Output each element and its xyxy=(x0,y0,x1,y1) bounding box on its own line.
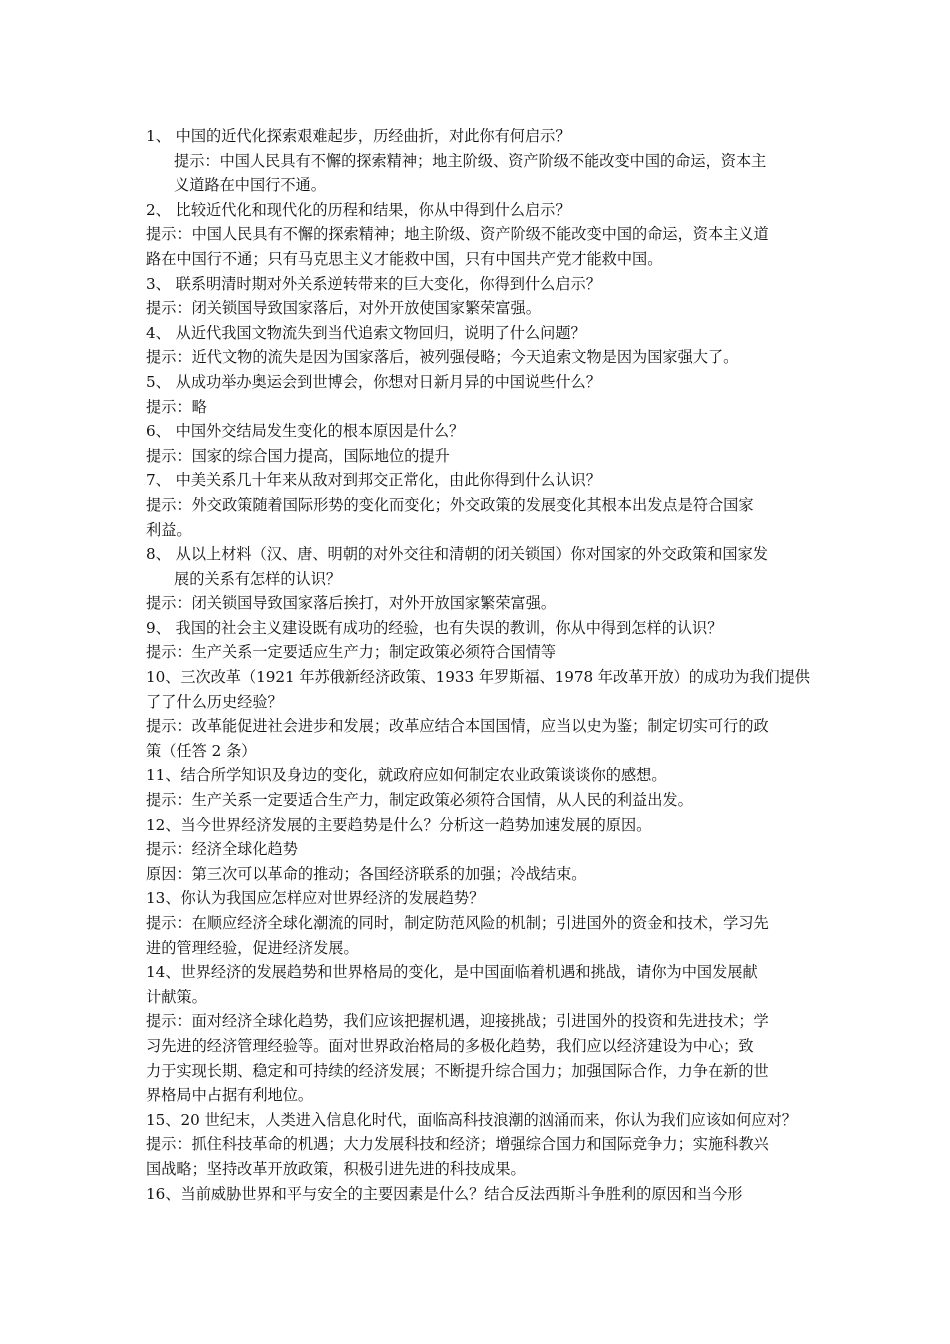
question-16: 16、当前威胁世界和平与安全的主要因素是什么？结合反法西斯斗争胜利的原因和当今形 xyxy=(146,1184,743,1203)
question-15: 15、20 世纪末，人类进入信息化时代，面临高科技浪潮的汹涌而来，你认为我们应该如何应对？ xyxy=(146,1110,797,1129)
question-14-cont: 计献策。 xyxy=(146,987,207,1006)
answer-2-line-2: 路在中国行不通；只有马克思主义才能救中国，只有中国共产党才能救中国。 xyxy=(146,249,663,268)
question-8: 8、 从以上材料（汉、唐、明朝的对外交往和清朝的闭关锁国）你对国家的外交政策和国家发 xyxy=(146,545,768,564)
question-9: 9、 我国的社会主义建设既有成功的经验，也有失误的教训，你从中得到怎样的认识？ xyxy=(146,618,723,637)
answer-4: 提示：近代文物的流失是因为国家落后，被列强侵略；今天追索文物是因为国家强大了。 xyxy=(146,348,739,367)
question-8-cont: 展的关系有怎样的认识？ xyxy=(174,569,342,588)
answer-12-line-2: 原因：第三次可以革命的推动；各国经济联系的加强；冷战结束。 xyxy=(146,864,587,883)
answer-14-line-1: 提示：面对经济全球化趋势，我们应该把握机遇，迎接挑战；引进国外的投资和先进技术；学 xyxy=(146,1012,769,1031)
answer-9: 提示：生产关系一定要适应生产力；制定政策必须符合国情等 xyxy=(146,643,557,662)
question-5: 5、 从成功举办奥运会到世博会，你想对日新月异的中国说些什么？ xyxy=(146,372,601,391)
answer-15-line-1: 提示：抓住科技革命的机遇；大力发展科技和经济；增强综合国力和国际竞争力；实施科教兴 xyxy=(146,1135,769,1154)
answer-3: 提示：闭关锁国导致国家落后，对外开放使国家繁荣富强。 xyxy=(146,299,541,318)
answer-10-line-1: 提示：改革能促进社会进步和发展；改革应结合本国国情，应当以史为鉴；制定切实可行的政 xyxy=(146,717,769,736)
answer-10-line-2: 策（任答 2 条） xyxy=(146,741,257,760)
question-10-cont: 了了什么历史经验？ xyxy=(146,692,283,711)
question-6: 6、 中国外交结局发生变化的根本原因是什么？ xyxy=(146,422,465,441)
answer-7-line-1: 提示：外交政策随着国际形势的变化而变化；外交政策的发展变化其根本出发点是符合国家 xyxy=(146,495,754,514)
question-10: 10、三次改革（1921 年苏俄新经济政策、1933 年罗斯福、1978 年改革开放）的成功为我们提供 xyxy=(146,668,810,687)
answer-13-line-2: 进的管理经验，促进经济发展。 xyxy=(146,938,359,957)
answer-8: 提示：闭关锁国导致国家落后挨打，对外开放国家繁荣富强。 xyxy=(146,594,557,613)
answer-15-line-2: 国战略；坚持改革开放政策，积极引进先进的科技成果。 xyxy=(146,1159,526,1178)
qa-list xyxy=(146,124,810,1206)
question-3: 3、 联系明清时期对外关系逆转带来的巨大变化，你得到什么启示？ xyxy=(146,274,601,293)
question-13: 13、你认为我国应怎样应对世界经济的发展趋势？ xyxy=(146,889,485,908)
answer-1-line-1: 提示：中国人民具有不懈的探索精神；地主阶级、资产阶级不能改变中国的命运，资本主 xyxy=(174,151,767,170)
question-4: 4、 从近代我国文物流失到当代追索文物回归，说明了什么问题？ xyxy=(146,323,586,342)
answer-14-line-3: 力于实现长期、稳定和可持续的经济发展；不断提升综合国力；加强国际合作，力争在新的世 xyxy=(146,1061,769,1080)
answer-11: 提示：生产关系一定要适合生产力，制定政策必须符合国情，从人民的利益出发。 xyxy=(146,791,693,810)
question-12: 12、当今世界经济发展的主要趋势是什么？分析这一趋势加速发展的原因。 xyxy=(146,815,652,834)
question-11: 11、结合所学知识及身边的变化，就政府应如何制定农业政策谈谈你的感想。 xyxy=(146,766,667,785)
answer-14-line-4: 界格局中占据有利地位。 xyxy=(146,1086,314,1105)
question-7: 7、 中美关系几十年来从敌对到邦交正常化，由此你得到什么认识？ xyxy=(146,471,601,490)
answer-12-line-1: 提示：经济全球化趋势 xyxy=(146,840,298,859)
question-2: 2、 比较近代化和现代化的历程和结果，你从中得到什么启示？ xyxy=(146,200,571,219)
question-1: 1、 中国的近代化探索艰难起步，历经曲折，对此你有何启示？ xyxy=(146,127,571,145)
question-14: 14、世界经济的发展趋势和世界格局的变化，是中国面临着机遇和挑战，请你为中国发展献 xyxy=(146,963,758,982)
answer-6: 提示：国家的综合国力提高，国际地位的提升 xyxy=(146,446,450,465)
answer-14-line-2: 习先进的经济管理经验等。面对世界政治格局的多极化趋势，我们应以经济建设为中心；致 xyxy=(146,1036,754,1055)
answer-7-line-2: 利益。 xyxy=(146,520,192,539)
answer-2-line-1: 提示：中国人民具有不懈的探索精神；地主阶级、资产阶级不能改变中国的命运，资本主义道 xyxy=(146,225,769,244)
answer-1-line-2: 义道路在中国行不通。 xyxy=(174,176,326,195)
answer-13-line-1: 提示：在顺应经济全球化潮流的同时，制定防范风险的机制；引进国外的资金和技术，学习先 xyxy=(146,914,769,932)
answer-5: 提示：略 xyxy=(146,397,207,416)
